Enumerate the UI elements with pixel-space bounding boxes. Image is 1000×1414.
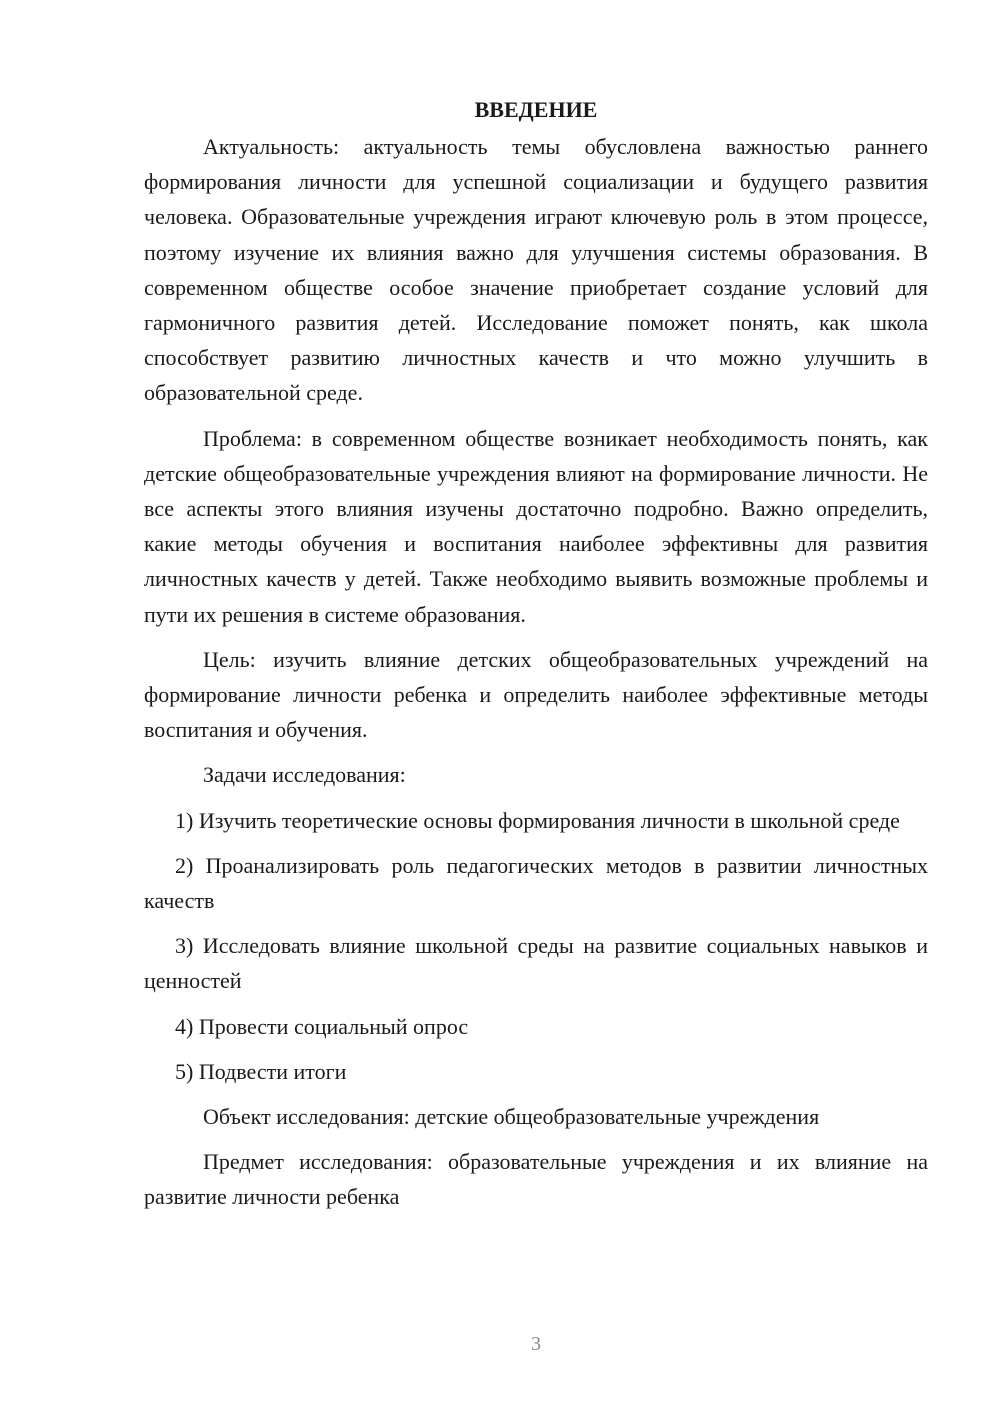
problem-paragraph: Проблема: в современном обществе возникает необходимость понять, как детские общеобразовательные учреждения влияют на формирование личности. Не все аспекты этого влияния изучены достаточно подробно. Важно определить, какие методы обучения и воспитания наиболее эффективны для развития личностных качеств у детей. Также необходимо выявить возможные проблемы и пути их решения в системе образования. [144, 425, 928, 627]
tasks-heading: Задачи исследования: [203, 762, 406, 788]
research-subject-paragraph: Предмет исследования: образовательные учреждения и их влияние на развитие личности ребенка [144, 1149, 928, 1210]
task-item-4: 4) Провести социальный опрос [175, 1013, 469, 1039]
task-item-1: 1) Изучить теоретические основы формирования личности в школьной среде [175, 807, 900, 833]
section-heading: ВВЕДЕНИЕ [474, 97, 598, 122]
goal-paragraph: Цель: изучить влияние детских общеобразовательных учреждений на формирование личности ребенка и определить наиболее эффективные методы воспитания и обучения. [144, 646, 928, 743]
task-item-5: 5) Подвести итоги [175, 1058, 347, 1084]
relevance-paragraph: Актуальность: актуальность темы обусловлена важностью раннего формирования личности для успешной социализации и будущего развития человека. Образовательные учреждения играют ключевую роль в этом процессе, поэтому изучение их влияния важно для улучшения системы образования. В современном обществе особое значение приобретает создание условий для гармоничного развития детей. Исследование поможет понять, как школа способствует развитию личностных качеств и что можно улучшить в образовательной среде. [144, 134, 928, 406]
task-item-2: 2) Проанализировать роль педагогических методов в развитии личностных качеств [144, 852, 928, 914]
task-item-3: 3) Исследовать влияние школьной среды на развитие социальных навыков и ценностей [144, 933, 928, 994]
research-object-paragraph: Объект исследования: детские общеобразовательные учреждения [203, 1104, 820, 1130]
page-number: 3 [531, 1333, 541, 1355]
page-content [144, 92, 928, 1225]
